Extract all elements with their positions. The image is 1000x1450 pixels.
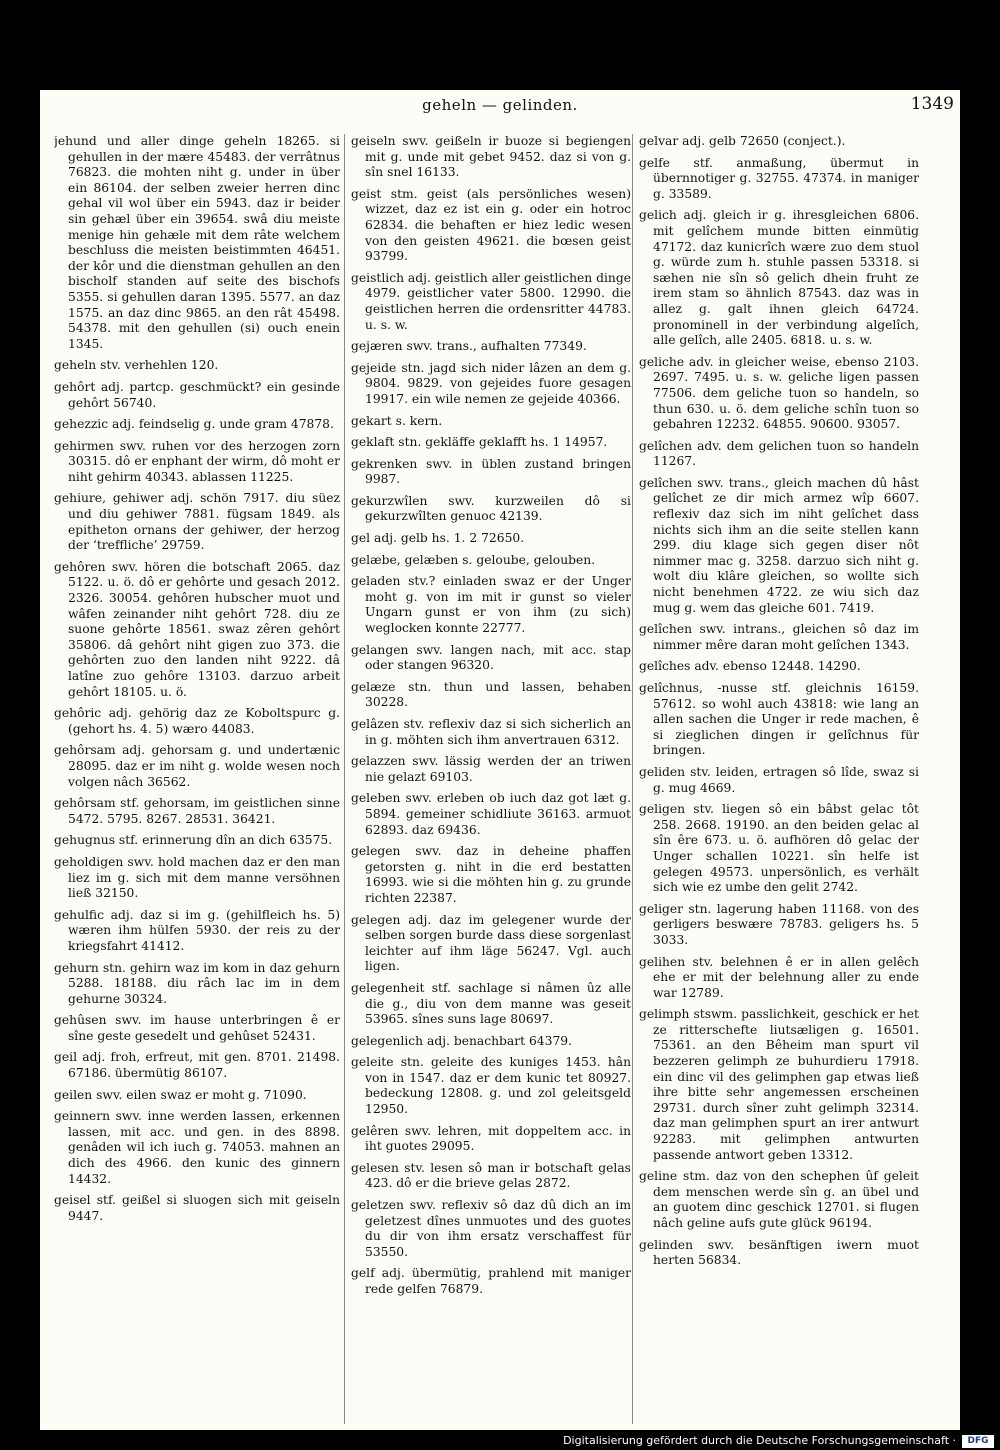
dictionary-entry: gekrenken swv. in üblen zustand bringen 9987. <box>351 456 631 487</box>
dictionary-entry: gehûsen swv. im hause unterbringen ê er sîne geste gesedelt und gehûset 52431. <box>54 1013 340 1043</box>
dictionary-entry: gelfe stf. anmaßung, übermut in übernnotiger g. 32755. 47374. in maniger g. 33589. <box>639 155 919 201</box>
dictionary-entry: geliger stn. lagerung haben 11168. von des gerligers beswære 78783. geligers hs. 5 3033. <box>639 901 919 947</box>
dictionary-entry: geisel stf. geißel si sluogen sich mit geiseln 9447. <box>54 1193 340 1223</box>
dictionary-entry: gelîchen swv. trans., gleich machen dû hâst gelîchet ze dir mich armez wîp 6607. reflexiv daz sich im niht gelîchet dass nichts sich ihm an die seite stellen kann 299. diu klage sich gegen diser nôt nimmer mac g. 3258. darzuo sich niht g. wolt diu klâre gleichen, so wollte sich nicht benehmen 4722. ze wiu sich daz mug g. wem das gleiche 601. 7419. <box>639 475 919 615</box>
dictionary-entry: gelimph stswm. passlichkeit, geschick er het ze ritterschefte liutsæligen g. 16501. 75361. an den Bêheim man spurt vil bezzeren gelimph ze buhurdieru 17918. ein dinc vil des gelimphen gap etwas ließ ihre bitte sehr angemessen erscheinen 29731. durch sîner zuht gelimph 32314. daz man gelimphen spurt an irer antwurt 92283. mit gelimphen antwurten passende antwort geben 13312. <box>639 1007 919 1162</box>
dictionary-entry: gehôrsam stf. gehorsam, im geistlichen sinne 5472. 5795. 8267. 28531. 36421. <box>54 796 340 826</box>
dictionary-entry: geistlich adj. geistlich aller geistlichen dinge 4979. geistlicher vater 5800. 12990. die geistlichen herren die ordensritter 44783. u. s. w. <box>351 270 631 332</box>
dictionary-entry: gelîchen swv. intrans., gleichen sô daz im nimmer mêre daran moht gelîchen 1343. <box>639 622 919 652</box>
column-right <box>632 134 919 1424</box>
dictionary-entry: gekart s. kern. <box>351 413 443 428</box>
dfg-logo: DFG <box>962 1435 994 1448</box>
dictionary-entry: gelegenlich adj. benachbart 64379. <box>351 1033 573 1048</box>
dictionary-entry: gehulfic adj. daz si im g. (gehilfleich hs. 5) wæren ihm hülfen 5930. der reis zu der kriegsfahrt 41412. <box>54 907 340 953</box>
dictionary-entry: gelîchen adv. dem gelichen tuon so handeln 11267. <box>639 438 919 469</box>
dictionary-entry: geline stm. daz von den schephen ûf geleit dem menschen werde sîn g. an übel und an guotem dinc geschick 12701. si flugen nâch geline aufs gute glück 96194. <box>639 1169 919 1230</box>
dictionary-entry: geheln stv. verhehlen 120. <box>54 358 219 373</box>
dictionary-entry: gehôrt adj. partcp. geschmückt? ein gesinde gehôrt 56740. <box>54 379 340 410</box>
dictionary-entry: gejæren swv. trans., aufhalten 77349. <box>351 339 587 354</box>
dictionary-entry: gelihen stv. belehnen ê er in allen gelêch ehe er mit der belehnung aller zu ende war 12789. <box>639 954 919 1000</box>
dictionary-entry: gelâzen stv. reflexiv daz si sich sicherlich an in g. möhten sich ihm anvertrauen 6312. <box>351 717 631 747</box>
dictionary-entry: gelinden swv. besänftigen iwern muot herten 56834. <box>639 1237 919 1268</box>
dictionary-entry: geletzen swv. reflexiv sô daz dû dich an im geletzest dînes unmuotes und des guotes du dir von ihm ersatz verschaffest für 53550. <box>351 1198 631 1259</box>
dictionary-entry: gekurzwîlen swv. kurzweilen dô si gekurzwîlten genuoc 42139. <box>351 493 631 524</box>
dictionary-entry: gelvar adj. gelb 72650 (conject.). <box>639 134 846 148</box>
dictionary-entry: gelazzen swv. lässig werden der an triwen nie gelazt 69103. <box>351 754 631 784</box>
dictionary-entry: gehiure, gehiwer adj. schön 7917. diu süez und diu gehiwer 7881. fügsam 1849. als epitheton ornans der gehiwer, der herzog der ‘treffliche’ 29759. <box>54 491 340 553</box>
dictionary-entry: gelich adj. gleich ir g. ihresgleichen 6806. mit gelîchem munde bitten einmütig 47172. daz kunicrîch wære zuo dem stuol g. würde zum h. stuhle passen 53318. si sæhen nie sîn sô gelich dhein fruht ze irem stam so ähnlich 87543. daz was in allez g. galt ihnen gleich 64724. pronominell in der verbindung algelîch, alle gelîch, alle 2405. 6818. u. s. w. <box>639 208 919 348</box>
dictionary-entry: gelegenheit stf. sachlage si nâmen ûz alle die g., diu von dem manne was geseit 53965. sînes suns lage 80697. <box>351 980 631 1027</box>
dictionary-entry: geiseln swv. geißeln ir buoze si begiengen mit g. unde mit gebet 9452. daz si von g. sîn snel 16133. <box>351 134 631 180</box>
dictionary-entry: geleben swv. erleben ob iuch daz got læt g. 5894. gemeiner schidliute 36163. armuot 62893. daz 69436. <box>351 791 631 837</box>
dictionary-entry: geliden stv. leiden, ertragen sô lîde, swaz si g. mug 4669. <box>639 764 919 795</box>
dictionary-entry: geligen stv. liegen sô ein bâbst gelac tôt 258. 2668. 19190. an den beiden gelac al sîn êre 673. u. ö. aufhören dô gelac der Unger schallen 10221. sîn helfe ist gelegen 49573. unpersönlich, es verhält sich wie ez umbe den gelit 2742. <box>639 802 919 895</box>
column-left <box>54 134 340 1424</box>
dictionary-entry: geliche adv. in gleicher weise, ebenso 2103. 2697. 7495. u. s. w. geliche ligen passen 77506. dem geliche tuon so handeln, so thun 630. u. ö. dem geliche schîn tuon so gebahren 12232. 64855. 90600. 93057. <box>639 354 919 432</box>
dictionary-entry: geil adj. froh, erfreut, mit gen. 8701. 21498. 67186. übermütig 86107. <box>54 1050 340 1081</box>
dictionary-page <box>40 90 960 1430</box>
dictionary-entry: geladen stv.? einladen swaz er der Unger moht g. von im mit ir gunst so vieler Ungarn gunst er von ihm (zu sich) weglocken konnte 22777. <box>351 574 631 636</box>
dictionary-entry: jehund und aller dinge geheln 18265. si gehullen in der mære 45483. der verrâtnus 76823. die mohten niht g. under in über ein 86104. der selben zweier herren dinc gehal vil wol über ein 5943. daz ir beider sin gehæl über ein 39654. swâ diu meiste menige hin gehæle mit dem râte welchem beschluss die meisten beistimmten 46451. der kôr und die dienstman gehullen an den bischolf standen auf seite des bischofs 5355. si gehullen daran 1395. 5577. an daz 1575. an daz dinc 9865. an den rât 45498. 54378. mit den gehullen (si) ouch enein 1345. <box>54 134 340 351</box>
page-number: 1349 <box>910 94 954 114</box>
dictionary-entry: gelf adj. übermütig, prahlend mit maniger rede gelfen 76879. <box>351 1266 631 1296</box>
dictionary-entry: gelêren swv. lehren, mit doppeltem acc. in iht guotes 29095. <box>351 1123 631 1154</box>
dictionary-entry: geilen swv. eilen swaz er moht g. 71090. <box>54 1087 307 1102</box>
dictionary-entry: gel adj. gelb hs. 1. 2 72650. <box>351 531 525 546</box>
dictionary-entry: gehôren swv. hören die botschaft 2065. daz 5122. u. ö. dô er gehôrte und gesach 2012. 2326. 30054. gehôren hubscher muot und wâfen zeinander niht gehôrt 728. diu ze suone gehôrte 18561. swaz zêren gehôrt 35806. dâ gehôrt niht gigen zuo 373. die gehôrten zuo den landen niht 9222. dâ latîne zuo gehôre 13103. darzuo arbeit gehôrt 18105. u. ö. <box>54 559 340 699</box>
dictionary-entry: geholdigen swv. hold machen daz er den man liez im g. sich mit dem manne versöhnen ließ 32150. <box>54 854 340 901</box>
dictionary-entry: gelegen adj. daz im gelegener wurde der selben sorgen burde dass diese sorgenlast leichter auf ihm läge 56247. Vgl. auch ligen. <box>351 912 631 974</box>
dictionary-entry: gehurn stn. gehirn waz im kom in daz gehurn 5288. 18188. diu râch lac im in dem gehurne 30324. <box>54 960 340 1006</box>
dictionary-entry: gehirmen swv. ruhen vor des herzogen zorn 30315. dô er enphant der wirm, dô moht er niht gehirm 40343. ablassen 11225. <box>54 438 340 484</box>
dictionary-entry: gehôric adj. gehörig daz ze Koboltspurc g. (gehort hs. 4. 5) wæro 44083. <box>54 706 340 736</box>
dictionary-entry: gelæbe, gelæben s. geloube, gelouben. <box>351 552 596 567</box>
dictionary-entry: geklaft stn. gekläffe geklafft hs. 1 14957. <box>351 435 608 450</box>
dictionary-entry: gelæze stn. thun und lassen, behaben 30228. <box>351 679 631 710</box>
dictionary-entry: gehezzic adj. feindselig g. unde gram 47878. <box>54 417 334 432</box>
dictionary-entry: gelîchnus, -nusse stf. gleichnis 16159. 57612. so wohl auch 43818: wie lang an allen sachen die Unger ir rede machen, ê si zieglichen dingen ir gelîchnus für bringen. <box>639 681 919 758</box>
dictionary-entry: geleite stn. geleite des kuniges 1453. hân von in 1547. daz er dem kunic tet 80927. bedeckung 12808. g. und zol geleitsgeld 12950. <box>351 1055 631 1117</box>
dictionary-entry: gehugnus stf. erinnerung dîn an dich 63575. <box>54 833 333 848</box>
dictionary-entry: gelangen swv. langen nach, mit acc. stap oder stangen 96320. <box>351 642 631 673</box>
column-middle <box>344 134 631 1424</box>
dictionary-entry: gelesen stv. lesen sô man ir botschaft gelas 423. dô er die brieve gelas 2872. <box>351 1160 631 1191</box>
dictionary-entry: gelîches adv. ebenso 12448. 14290. <box>639 659 861 674</box>
page-header-title: geheln — gelinden. <box>422 96 578 114</box>
dictionary-entry: gejeide stn. jagd sich nider lâzen an dem g. 9804. 9829. von gejeides fuore gesagen 19917. ein wile nemen ze gejeide 40366. <box>351 360 631 406</box>
dictionary-entry: gehôrsam adj. gehorsam g. und undertænic 28095. daz er im niht g. wolde wesen noch volgen nâch 36562. <box>54 743 340 789</box>
footer-credit: Digitalisierung gefördert durch die Deutsche Forschungsgemeinschaft · <box>563 1434 956 1447</box>
dictionary-entry: gelegen swv. daz in deheine phaffen getorsten g. niht in die erd bestatten 16993. wie si die möhten hin g. zu grunde richten 22387. <box>351 844 631 905</box>
dictionary-entry: geinnern swv. inne werden lassen, erkennen lassen, mit acc. und gen. in des 8898. genâden wil ich iuch g. 74053. mahnen an dich des 4966. den kunic des ginnern 14432. <box>54 1109 340 1186</box>
dictionary-entry: geist stm. geist (als persönliches wesen) wizzet, daz ez ist ein g. oder ein hotroc 62834. die behaften er hiez ledic wesen von den geisten 49621. die bœsen geist 93799. <box>351 186 631 264</box>
